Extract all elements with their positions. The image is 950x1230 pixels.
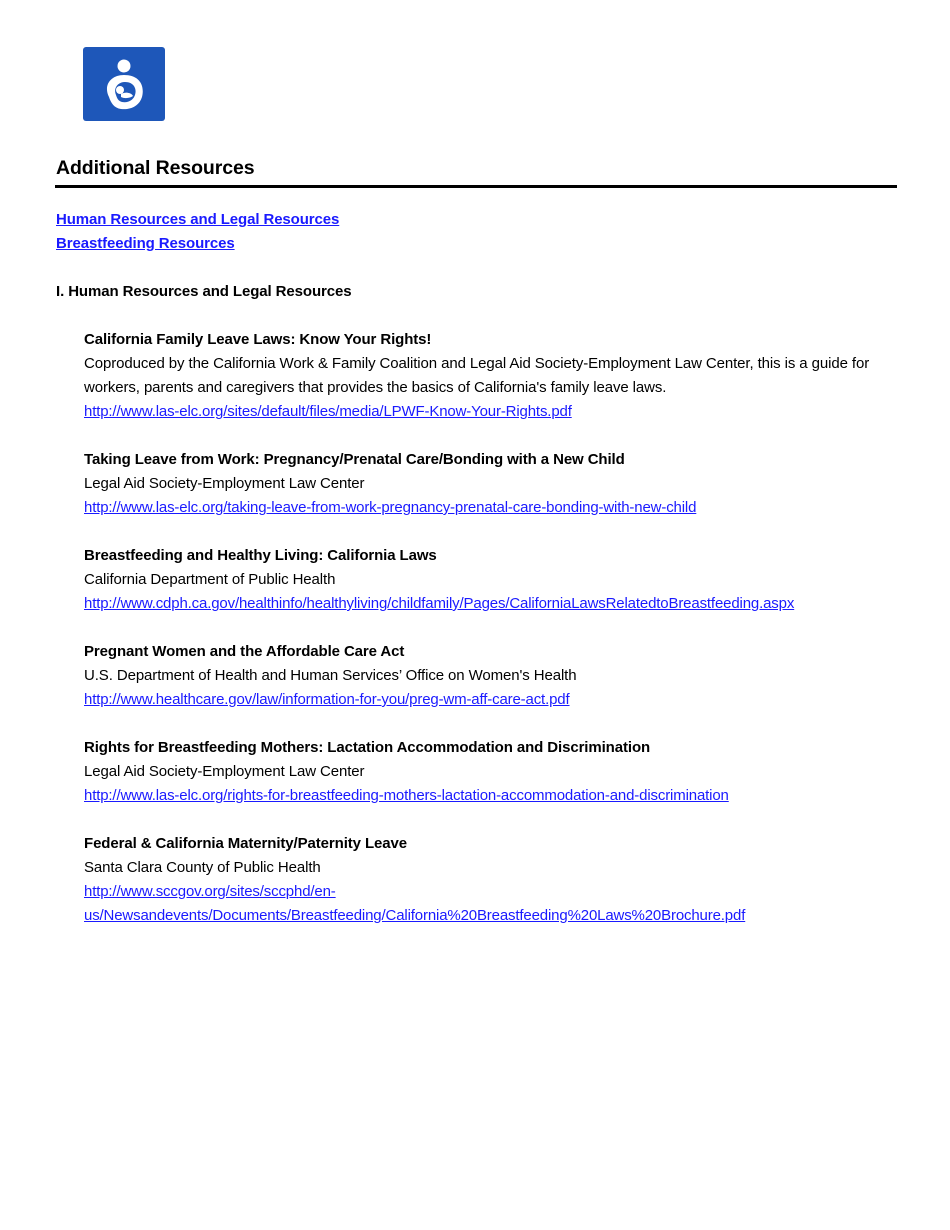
- resource-entry: [84, 328, 894, 424]
- title-divider: [55, 185, 897, 188]
- resource-title: Breastfeeding and Healthy Living: California Laws: [84, 547, 437, 564]
- resource-description: Legal Aid Society-Employment Law Center: [84, 475, 365, 492]
- toc-link-breastfeeding[interactable]: Breastfeeding Resources: [56, 235, 235, 252]
- breastfeeding-icon: [83, 47, 165, 121]
- resource-link[interactable]: http://www.las-elc.org/taking-leave-from-work-pregnancy-prenatal-care-bonding-with-new-child: [84, 499, 697, 516]
- resource-link[interactable]: http://www.sccgov.org/sites/sccphd/en- us/Newsandevents/Documents/Breastfeeding/California%20Breastfeeding%20Laws%20Brochure.pdf: [84, 883, 746, 924]
- resource-entry: [84, 448, 894, 520]
- resource-description: Coproduced by the California Work & Family Coalition and Legal Aid Society-Employment Law Center, this is a guide for workers, parents and caregivers that provides the basics of California's family leave laws.: [84, 355, 870, 396]
- resource-title: Rights for Breastfeeding Mothers: Lactation Accommodation and Discrimination: [84, 739, 651, 756]
- resource-list: [84, 328, 894, 952]
- page-title: Additional Resources: [56, 157, 255, 179]
- table-of-contents: [56, 208, 339, 256]
- resource-description: Santa Clara County of Public Health: [84, 859, 321, 876]
- resource-description: U.S. Department of Health and Human Services’ Office on Women's Health: [84, 667, 577, 684]
- resource-link[interactable]: http://www.healthcare.gov/law/information-for-you/preg-wm-aff-care-act.pdf: [84, 691, 570, 708]
- resource-entry: [84, 832, 894, 928]
- toc-link-hr-legal[interactable]: Human Resources and Legal Resources: [56, 211, 340, 228]
- logo: [83, 47, 165, 121]
- resource-title: Federal & California Maternity/Paternity Leave: [84, 835, 408, 852]
- resource-entry: [84, 736, 894, 808]
- resource-entry: [84, 544, 894, 616]
- resource-title: California Family Leave Laws: Know Your Rights!: [84, 331, 432, 348]
- resource-link[interactable]: http://www.cdph.ca.gov/healthinfo/healthyliving/childfamily/Pages/CaliforniaLawsRelatedtoBreastfeeding.aspx: [84, 595, 795, 612]
- resource-link[interactable]: http://www.las-elc.org/rights-for-breastfeeding-mothers-lactation-accommodation-and-discrimination: [84, 787, 729, 804]
- resource-link[interactable]: http://www.las-elc.org/sites/default/files/media/LPWF-Know-Your-Rights.pdf: [84, 403, 572, 420]
- resource-description: Legal Aid Society-Employment Law Center: [84, 763, 365, 780]
- resource-entry: [84, 640, 894, 712]
- section-heading: I. Human Resources and Legal Resources: [56, 283, 352, 300]
- resource-title: Pregnant Women and the Affordable Care Act: [84, 643, 405, 660]
- resource-title: Taking Leave from Work: Pregnancy/Prenatal Care/Bonding with a New Child: [84, 451, 625, 468]
- resource-description: California Department of Public Health: [84, 571, 336, 588]
